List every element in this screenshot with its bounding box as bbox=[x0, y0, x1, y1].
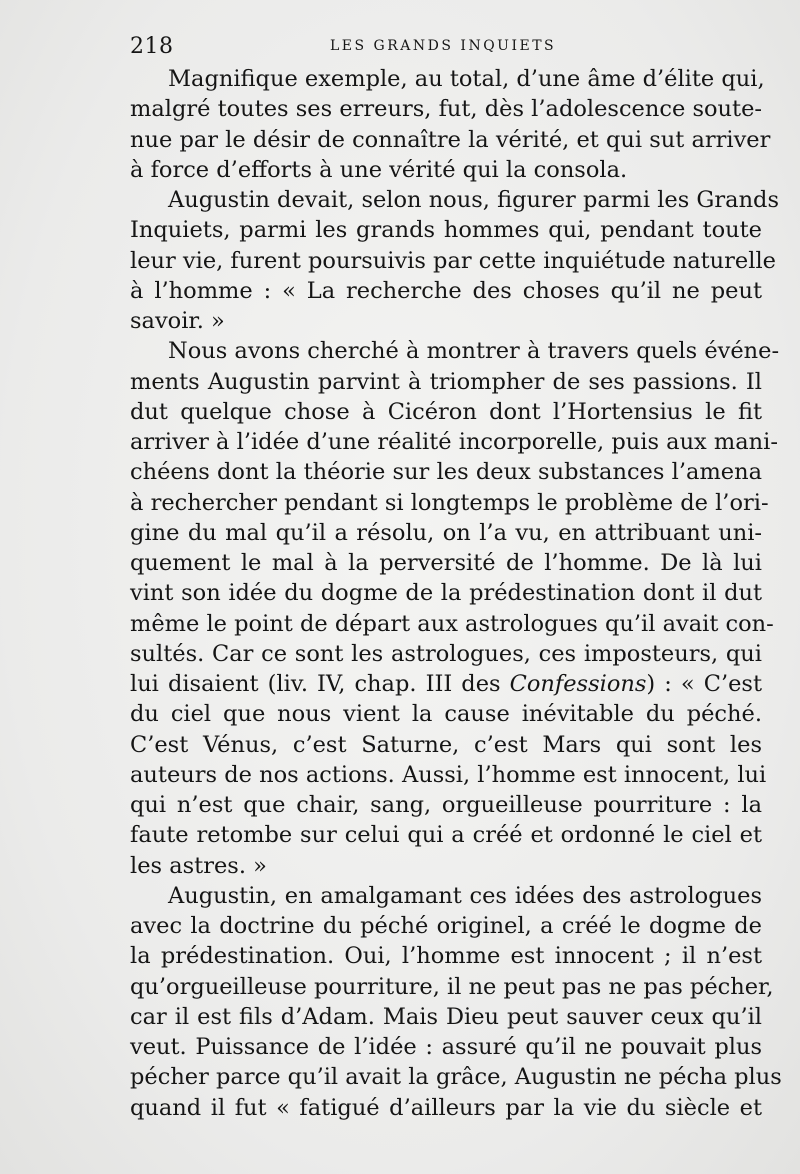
text-line-content: avec la doctrine du péché originel, a créé le dogme de bbox=[130, 913, 762, 939]
text-line-content: à force d’efforts à une vérité qui la consola. bbox=[130, 156, 628, 183]
text-line-content: quand il fut « fatigué d’ailleurs par la vie du siècle et bbox=[130, 1094, 762, 1121]
text-line-content: veut. Puissance de l’idée : assuré qu’il ne pouvait plus bbox=[130, 1034, 762, 1060]
text-line-content: qu’orgueilleuse pourriture, il ne peut pas ne pas pécher, bbox=[130, 973, 774, 1000]
text-line bbox=[130, 1093, 762, 1123]
text-line bbox=[130, 276, 762, 306]
text-line bbox=[130, 246, 776, 276]
body-text bbox=[130, 64, 782, 1123]
text-line-content: savoir. » bbox=[130, 308, 225, 334]
text-line-content: nue par le désir de connaître la vérité, et qui sut arriver bbox=[130, 126, 771, 153]
text-line bbox=[130, 911, 762, 941]
text-line bbox=[130, 64, 765, 94]
text-line-content: Inquiets, parmi les grands hommes qui, pendant toute bbox=[130, 217, 762, 244]
text-line bbox=[130, 155, 762, 185]
text-line bbox=[130, 941, 762, 971]
text-line bbox=[130, 699, 762, 729]
text-line-content: Magnifique exemple, au total, d’une âme d’élite qui, bbox=[168, 66, 765, 92]
text-line bbox=[130, 760, 767, 790]
text-line bbox=[130, 185, 780, 215]
text-line-content: gine du mal qu’il a résolu, on l’a vu, en attribuant uni- bbox=[130, 519, 762, 546]
page-number: 218 bbox=[130, 34, 174, 59]
text-line-content: car il est fils d’Adam. Mais Dieu peut sauver ceux qu’il bbox=[130, 1003, 762, 1030]
text-line bbox=[130, 609, 774, 639]
text-line bbox=[130, 306, 762, 336]
text-line-content: vint son idée du dogme de la prédestination dont il dut bbox=[130, 580, 762, 607]
text-line bbox=[130, 1002, 762, 1032]
text-line-content: la prédestination. Oui, l’homme est innocent ; il n’est bbox=[130, 943, 762, 970]
page-header bbox=[130, 30, 770, 60]
text-line-content: dut quelque chose à Cicéron dont l’Hortensius le fit bbox=[130, 398, 762, 425]
text-line-content: ments Augustin parvint à triompher de ses passions. Il bbox=[130, 368, 762, 395]
text-line bbox=[130, 669, 762, 699]
text-line bbox=[130, 94, 762, 124]
italic-title: Confessions bbox=[509, 671, 647, 697]
text-line bbox=[130, 367, 762, 397]
text-line-content: les astres. » bbox=[130, 852, 267, 879]
text-line bbox=[130, 427, 778, 457]
text-line-content: C’est Vénus, c’est Saturne, c’est Mars qui sont les bbox=[130, 731, 762, 758]
text-line-content: chéens dont la théorie sur les deux substances l’amena bbox=[130, 459, 762, 486]
text-line-content: Nous avons cherché à montrer à travers quels événe- bbox=[168, 338, 780, 365]
text-line-content: faute retombe sur celui qui a créé et ordonné le ciel et bbox=[130, 822, 762, 849]
text-line bbox=[130, 488, 769, 518]
text-line-content: à l’homme : « La recherche des choses qu’il ne peut bbox=[130, 277, 762, 304]
text-line bbox=[130, 639, 762, 669]
text-line bbox=[130, 851, 762, 881]
text-line-content: pécher parce qu’il avait la grâce, Augustin ne pécha plus bbox=[130, 1064, 782, 1091]
text-line bbox=[130, 1032, 762, 1062]
text-line-content: Augustin, en amalgamant ces idées des astrologues bbox=[168, 882, 762, 909]
running-title: LES GRANDS INQUIETS bbox=[330, 38, 557, 54]
text-line bbox=[130, 548, 762, 578]
text-line-content: sultés. Car ce sont les astrologues, ces imposteurs, qui bbox=[130, 640, 762, 667]
text-line-content: quement le mal à la perversité de l’homme. De là lui bbox=[130, 550, 762, 576]
text-line-tail: ) : « C’est bbox=[646, 671, 763, 697]
text-line bbox=[130, 881, 762, 911]
text-line bbox=[130, 215, 762, 245]
text-line-content: du ciel que nous vient la cause inévitable du péché. bbox=[130, 701, 762, 728]
text-line-content: à rechercher pendant si longtemps le problème de l’ori- bbox=[130, 489, 769, 516]
text-line bbox=[130, 578, 762, 608]
text-line bbox=[130, 457, 762, 487]
text-line bbox=[130, 125, 771, 155]
text-line bbox=[130, 972, 774, 1002]
text-line bbox=[130, 820, 762, 850]
text-line-content: arriver à l’idée d’une réalité incorporelle, puis aux mani- bbox=[130, 429, 778, 455]
text-line-content: lui disaient (liv. IV, chap. III des bbox=[130, 671, 510, 697]
text-line-content: Augustin devait, selon nous, figurer parmi les Grands bbox=[168, 187, 780, 213]
text-line-content: même le point de départ aux astrologues qu’il avait con- bbox=[130, 610, 774, 637]
text-line-content: leur vie, furent poursuivis par cette inquiétude naturelle bbox=[130, 247, 776, 274]
text-line bbox=[130, 518, 762, 548]
text-line bbox=[130, 790, 762, 820]
text-line-content: auteurs de nos actions. Aussi, l’homme est innocent, lui bbox=[130, 761, 767, 788]
text-line bbox=[130, 1062, 782, 1092]
text-line-content: malgré toutes ses erreurs, fut, dès l’adolescence soute- bbox=[130, 96, 762, 123]
text-line-content: qui n’est que chair, sang, orgueilleuse pourriture : la bbox=[130, 792, 762, 818]
text-line bbox=[130, 336, 780, 366]
text-line bbox=[130, 730, 762, 760]
text-line bbox=[130, 397, 762, 427]
